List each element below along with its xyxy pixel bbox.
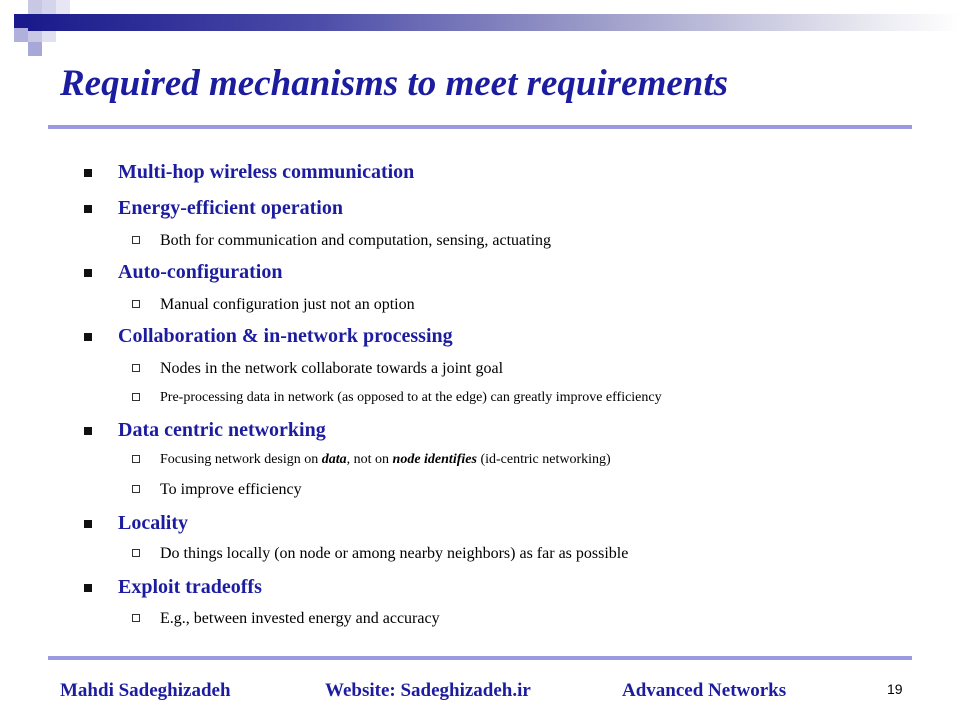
- footer-course: Advanced Networks: [622, 680, 787, 701]
- bullet-text: Multi-hop wireless communication: [118, 161, 415, 183]
- sub-bullet-text-part: Focusing network design on: [160, 452, 322, 467]
- sub-bullet-item: [160, 545, 628, 563]
- hollow-square-bullet-icon: [132, 485, 140, 493]
- hollow-square-bullet-icon: [132, 614, 140, 622]
- bullet-item: [118, 419, 326, 442]
- bullet-item: [118, 261, 282, 284]
- corner-square: [42, 0, 56, 14]
- hollow-square-bullet-icon: [132, 455, 140, 463]
- hollow-square-bullet-icon: [132, 364, 140, 372]
- bullet-item: [118, 161, 414, 184]
- corner-square: [28, 0, 42, 14]
- hollow-square-bullet-icon: [132, 549, 140, 557]
- square-bullet-icon: [84, 520, 92, 528]
- page-number: 19: [887, 681, 903, 697]
- bullet-text: Exploit tradeoffs: [118, 576, 262, 598]
- footer-website: Website: Sadeghizadeh.ir: [325, 680, 531, 701]
- sub-bullet-item: [160, 360, 503, 378]
- bullet-text: Locality: [118, 512, 188, 534]
- sub-bullet-text: E.g., between invested energy and accuracy: [160, 610, 440, 627]
- sub-bullet-text: Manual configuration just not an option: [160, 296, 415, 313]
- bullet-text: Auto-configuration: [118, 261, 283, 283]
- square-bullet-icon: [84, 205, 92, 213]
- bullet-item: [118, 325, 453, 348]
- title-divider: [48, 125, 912, 129]
- slide-title: Required mechanisms to meet requirements: [60, 63, 729, 104]
- sub-bullet-item: [160, 452, 611, 468]
- bullet-item: [118, 512, 188, 535]
- bullet-text: Data centric networking: [118, 419, 326, 441]
- footer-author: Mahdi Sadeghizadeh: [60, 680, 231, 701]
- header-gradient-bar: [28, 14, 960, 31]
- sub-bullet-text: To improve efficiency: [160, 481, 302, 498]
- sub-bullet-emphasis: node identifies: [392, 452, 477, 467]
- sub-bullet-item: [160, 481, 302, 499]
- bullet-item: [118, 197, 343, 220]
- corner-square: [28, 42, 42, 56]
- hollow-square-bullet-icon: [132, 300, 140, 308]
- square-bullet-icon: [84, 269, 92, 277]
- sub-bullet-text-part: , not on: [346, 452, 393, 467]
- footer-divider: [48, 656, 912, 660]
- corner-square: [14, 28, 28, 42]
- square-bullet-icon: [84, 333, 92, 341]
- sub-bullet-text: Both for communication and computation, sensing, actuating: [160, 232, 552, 249]
- sub-bullet-emphasis: data: [321, 452, 347, 467]
- sub-bullet-item: [160, 296, 415, 314]
- sub-bullet-text: Do things locally (on node or among nearby neighbors) as far as possible: [160, 545, 629, 562]
- corner-square: [14, 14, 28, 28]
- hollow-square-bullet-icon: [132, 236, 140, 244]
- square-bullet-icon: [84, 427, 92, 435]
- corner-square: [56, 0, 70, 14]
- sub-bullet-text-part: (id-centric networking): [476, 452, 611, 467]
- bullet-text: Collaboration & in-network processing: [118, 325, 453, 347]
- square-bullet-icon: [84, 584, 92, 592]
- sub-bullet-text: Pre-processing data in network (as opposed to at the edge) can greatly improve efficiency: [160, 390, 662, 405]
- hollow-square-bullet-icon: [132, 393, 140, 401]
- sub-bullet-item: [160, 610, 440, 628]
- bullet-item: [118, 576, 262, 599]
- sub-bullet-item: [160, 232, 551, 250]
- square-bullet-icon: [84, 169, 92, 177]
- sub-bullet-item: [160, 390, 662, 406]
- sub-bullet-text: Nodes in the network collaborate towards a joint goal: [160, 360, 504, 377]
- bullet-text: Energy-efficient operation: [118, 197, 343, 219]
